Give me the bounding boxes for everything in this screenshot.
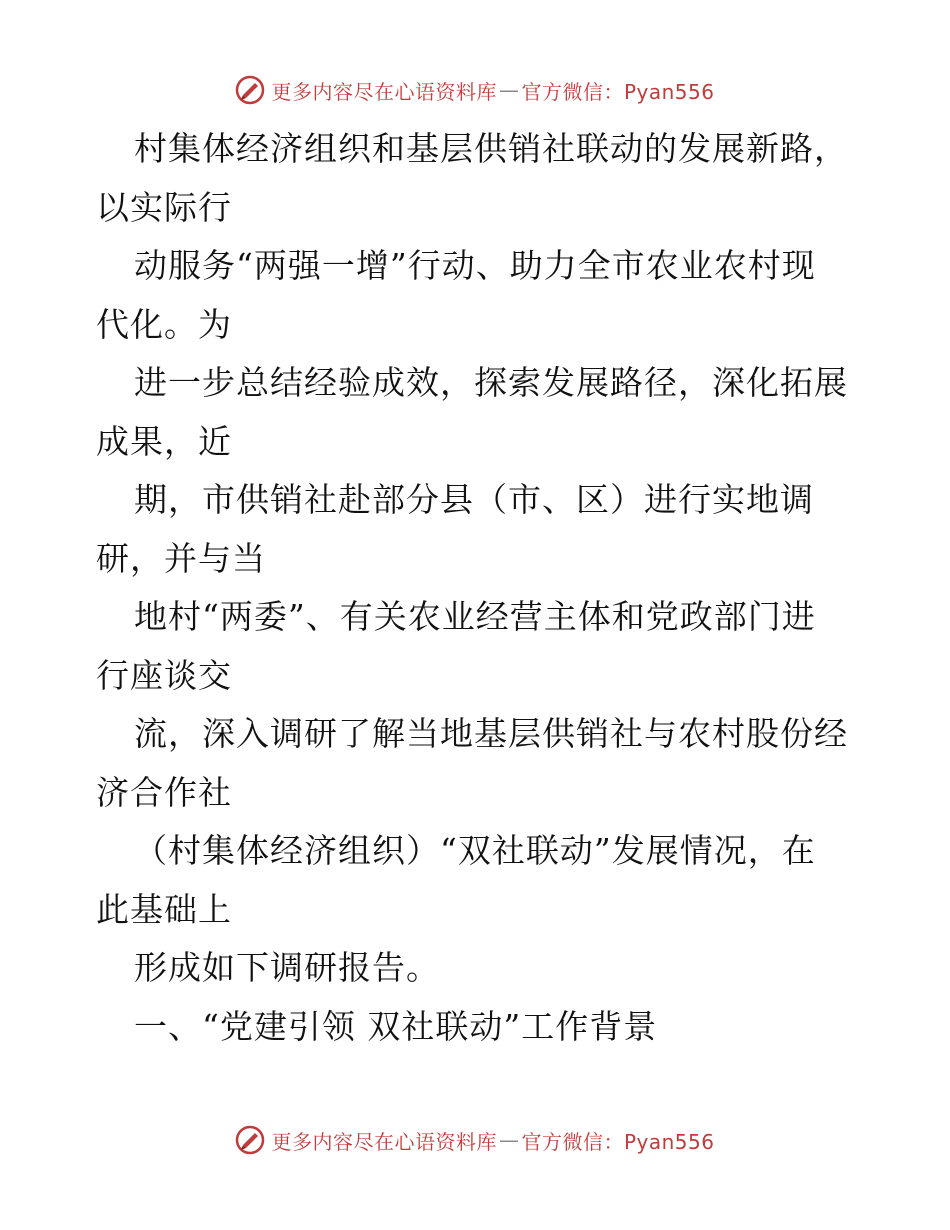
watermark-dash: — [498,1128,520,1152]
body-line: 成果，近 [96,421,232,461]
body-line: 动服务“两强一增”行动、助力全市农业农村现 [134,246,816,285]
brand-logo-icon [235,75,265,105]
section-heading: 一、“党建引领 双社联动”工作背景 [134,1006,658,1046]
watermark-footer [0,1120,950,1160]
body-line: 此基础上 [96,889,232,929]
body-line: （村集体经济组织）“双社联动”发展情况，在 [134,831,816,870]
body-line: 研，并与当 [96,538,266,578]
watermark-text: 更多内容尽在心语资料库 [271,1129,497,1154]
body-line: 期，市供销社赴部分县（市、区）进行实地调 [134,480,814,519]
body-line: 以实际行 [96,187,232,227]
body-line: 流，深入调研了解当地基层供销社与农村股份经 [134,714,848,753]
body-line: 行座谈交 [96,655,232,695]
document-body [96,120,856,1056]
body-line: 村集体经济组织和基层供销社联动的发展新路， [134,129,848,168]
body-line: 进一步总结经验成效，探索发展路径，深化拓展 [134,363,848,402]
body-line: 代化。为 [96,304,232,344]
brand-logo-icon [235,1125,265,1155]
body-line: 形成如下调研报告。 [134,948,440,987]
watermark-dash: — [498,78,520,102]
body-line: 济合作社 [96,772,232,812]
watermark-header [0,70,950,110]
watermark-text: 更多内容尽在心语资料库 [271,79,497,104]
watermark-wechat: 官方微信：Pyan556 [521,1129,715,1154]
watermark-wechat: 官方微信：Pyan556 [521,79,715,104]
body-line: 地村“两委”、有关农业经营主体和党政部门进 [134,597,816,636]
